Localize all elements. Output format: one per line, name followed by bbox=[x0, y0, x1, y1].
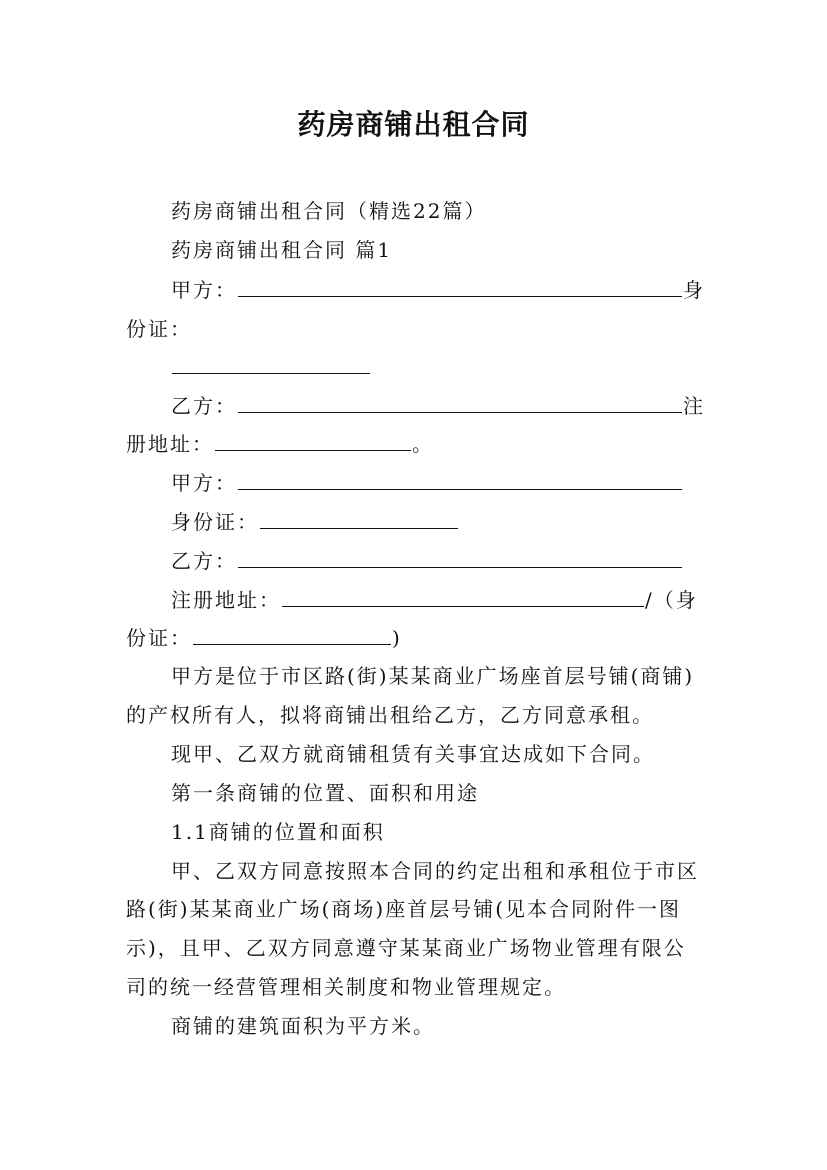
party-b-label-2: 乙方： bbox=[171, 549, 237, 573]
party-a-blank bbox=[238, 278, 682, 297]
id-label-start-2: /（身 bbox=[645, 588, 698, 612]
party-a-blank-2 bbox=[238, 471, 682, 490]
party-a-label: 甲方： bbox=[171, 278, 237, 302]
id-line-2 bbox=[171, 510, 459, 534]
party-b-line-2 bbox=[171, 549, 683, 573]
id-blank-2 bbox=[260, 510, 458, 529]
address-line bbox=[126, 432, 434, 456]
id-blank bbox=[172, 355, 370, 374]
address-label-start: 注 bbox=[683, 394, 705, 418]
address-blank-2 bbox=[282, 588, 644, 607]
body-paragraph-4: 商铺的建筑面积为平方米。 bbox=[171, 1014, 435, 1038]
address-label-2: 注册地址： bbox=[171, 588, 281, 612]
id-label-start: 身 bbox=[683, 278, 705, 302]
close-paren: ) bbox=[392, 626, 402, 650]
id-blank-3 bbox=[193, 626, 391, 645]
address-line-2 bbox=[171, 588, 698, 612]
party-b-blank bbox=[238, 394, 682, 413]
id-label-2: 身份证： bbox=[171, 510, 259, 534]
party-a-label-2: 甲方： bbox=[171, 471, 237, 495]
document-title: 药房商铺出租合同 bbox=[297, 108, 530, 141]
section-heading: 药房商铺出租合同 篇1 bbox=[171, 238, 393, 262]
body-paragraph-3d: 司的统一经营管理相关制度和物业管理规定。 bbox=[126, 975, 566, 999]
body-paragraph-3a: 甲、乙双方同意按照本合同的约定出租和承租位于市区 bbox=[171, 859, 699, 883]
period-mark: 。 bbox=[412, 432, 434, 456]
party-b-label: 乙方： bbox=[171, 394, 237, 418]
party-b-blank-2 bbox=[238, 549, 682, 568]
subtitle-line: 药房商铺出租合同（精选22篇） bbox=[171, 199, 487, 223]
body-paragraph-1a: 甲方是位于市区路(街)某某商业广场座首层号铺(商铺) bbox=[171, 664, 695, 688]
party-a-line bbox=[171, 278, 705, 302]
party-a-line-2 bbox=[171, 471, 683, 495]
id-blank-line bbox=[171, 355, 371, 379]
body-paragraph-2: 现甲、乙双方就商铺租赁有关事宜达成如下合同。 bbox=[171, 742, 655, 766]
address-blank bbox=[215, 432, 411, 451]
id-label-3: 份证： bbox=[126, 626, 192, 650]
body-paragraph-1b: 的产权所有人，拟将商铺出租给乙方，乙方同意承租。 bbox=[126, 703, 654, 727]
id-label-continued: 份证： bbox=[126, 317, 192, 341]
body-paragraph-3c: 示)，且甲、乙双方同意遵守某某商业广场物业管理有限公 bbox=[126, 936, 686, 960]
id-line-3 bbox=[126, 626, 402, 650]
body-paragraph-3b: 路(街)某某商业广场(商场)座首层号铺(见本合同附件一图 bbox=[126, 897, 682, 921]
clause-heading: 1.1商铺的位置和面积 bbox=[171, 820, 385, 844]
address-label: 册地址： bbox=[126, 432, 214, 456]
party-b-line bbox=[171, 394, 705, 418]
article-heading: 第一条商铺的位置、面积和用途 bbox=[171, 781, 479, 805]
